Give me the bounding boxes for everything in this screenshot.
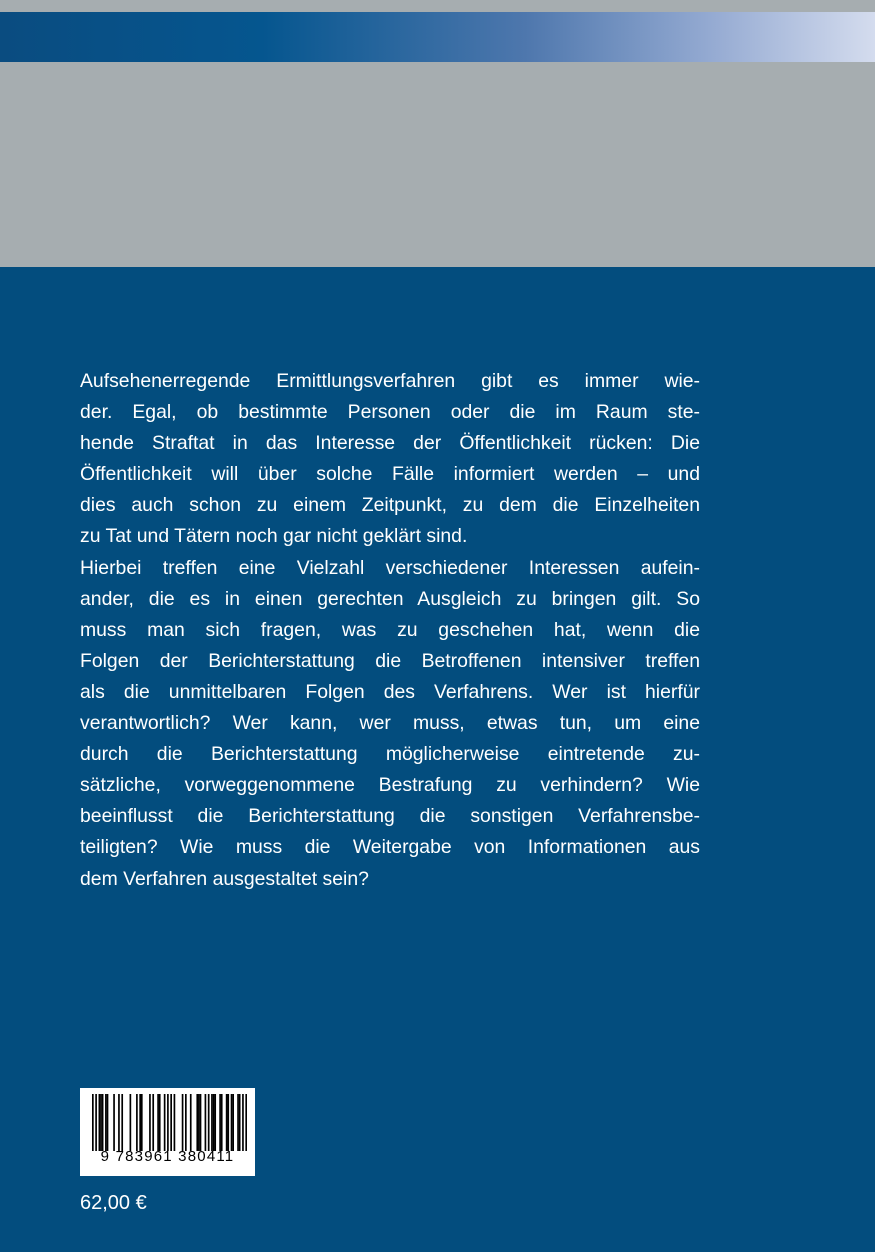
barcode-bar bbox=[118, 1094, 120, 1151]
price-label: 62,00 € bbox=[80, 1192, 147, 1214]
blurb-line: dem Verfahren ausgestaltet sein? bbox=[80, 867, 369, 890]
barcode-bar bbox=[100, 1094, 102, 1151]
barcode-bar bbox=[227, 1094, 229, 1151]
barcode-bar bbox=[237, 1094, 239, 1151]
barcode-bar bbox=[182, 1094, 184, 1151]
barcode-bar bbox=[141, 1094, 143, 1151]
blurb-line: sätzliche, vorweggenommene Bestrafung zu verhindern? Wie bbox=[80, 774, 700, 797]
barcode-bar bbox=[208, 1094, 210, 1151]
barcode-bar bbox=[149, 1094, 151, 1151]
barcode-bar bbox=[92, 1094, 94, 1151]
barcode-bar bbox=[152, 1094, 154, 1151]
blurb-line: Folgen der Berichterstattung die Betroffenen intensiver treffen bbox=[80, 649, 700, 672]
barcode-bar bbox=[170, 1094, 172, 1151]
barcode-bar bbox=[174, 1094, 176, 1151]
blurb-line: durch die Berichterstattung möglicherweise eintretende zu- bbox=[80, 743, 700, 766]
barcode-bar bbox=[205, 1094, 207, 1151]
barcode-bar bbox=[185, 1094, 187, 1151]
blurb-line: muss man sich fragen, was zu geschehen hat, wenn die bbox=[80, 618, 700, 641]
barcode-bars bbox=[92, 1094, 247, 1151]
barcode-bar bbox=[226, 1094, 228, 1151]
barcode-bar bbox=[99, 1094, 101, 1151]
barcode-bar bbox=[245, 1094, 247, 1151]
barcode-bar bbox=[211, 1094, 213, 1151]
barcode-bar bbox=[167, 1094, 169, 1151]
barcode-bar bbox=[200, 1094, 202, 1151]
barcode-bar bbox=[107, 1094, 109, 1151]
barcode-bar bbox=[219, 1094, 221, 1151]
top-grey-strip bbox=[0, 0, 875, 12]
isbn-barcode bbox=[80, 1088, 255, 1176]
barcode-bar bbox=[196, 1094, 198, 1151]
barcode-bar bbox=[164, 1094, 166, 1151]
barcode-bar bbox=[105, 1094, 107, 1151]
barcode-bar bbox=[121, 1094, 123, 1151]
barcode-bar bbox=[159, 1094, 161, 1151]
back-cover-blurb bbox=[80, 366, 700, 895]
barcode-bar bbox=[95, 1094, 97, 1151]
blurb-line: beeinflusst die Berichterstattung die sonstigen Verfahrensbe- bbox=[80, 805, 700, 828]
barcode-bar bbox=[213, 1094, 215, 1151]
blurb-line: Hierbei treffen eine Vielzahl verschiedener Interessen aufein- bbox=[80, 556, 700, 579]
barcode-bar bbox=[242, 1094, 244, 1151]
blurb-line: dies auch schon zu einem Zeitpunkt, zu dem die Einzelheiten bbox=[80, 494, 700, 517]
barcode-bar bbox=[139, 1094, 141, 1151]
isbn-digits: 9 783961 380411 bbox=[100, 1148, 235, 1165]
blurb-line: ander, die es in einen gerechten Ausgleich zu bringen gilt. So bbox=[80, 587, 700, 610]
barcode-bar bbox=[239, 1094, 241, 1151]
blurb-line: als die unmittelbaren Folgen des Verfahrens. Wer ist hierfür bbox=[80, 680, 700, 703]
blurb-line: teiligten? Wie muss die Weitergabe von Informationen aus bbox=[80, 836, 700, 859]
barcode-bar bbox=[221, 1094, 223, 1151]
barcode-bar bbox=[130, 1094, 132, 1151]
barcode-bar bbox=[232, 1094, 234, 1151]
blurb-line: der. Egal, ob bestimmte Personen oder die im Raum ste- bbox=[80, 401, 700, 424]
barcode-bar bbox=[198, 1094, 200, 1151]
blurb-line: verantwortlich? Wer kann, wer muss, etwas tun, um eine bbox=[80, 712, 700, 735]
grey-panel bbox=[0, 62, 875, 267]
blurb-line: Öffentlichkeit will über solche Fälle informiert werden – und bbox=[80, 463, 700, 486]
barcode-bar bbox=[190, 1094, 192, 1151]
blurb-line: Aufsehenerregende Ermittlungsverfahren gibt es immer wie- bbox=[80, 370, 700, 392]
barcode-bar bbox=[136, 1094, 138, 1151]
gradient-band bbox=[0, 12, 875, 62]
blurb-line: hende Straftat in das Interesse der Öffentlichkeit rücken: Die bbox=[80, 432, 700, 455]
barcode-bar bbox=[102, 1094, 104, 1151]
blurb-line: zu Tat und Tätern noch gar nicht geklärt sind. bbox=[80, 525, 468, 548]
barcode-bar bbox=[231, 1094, 233, 1151]
barcode-bar bbox=[214, 1094, 216, 1151]
barcode-bar bbox=[113, 1094, 115, 1151]
barcode-bar bbox=[157, 1094, 159, 1151]
